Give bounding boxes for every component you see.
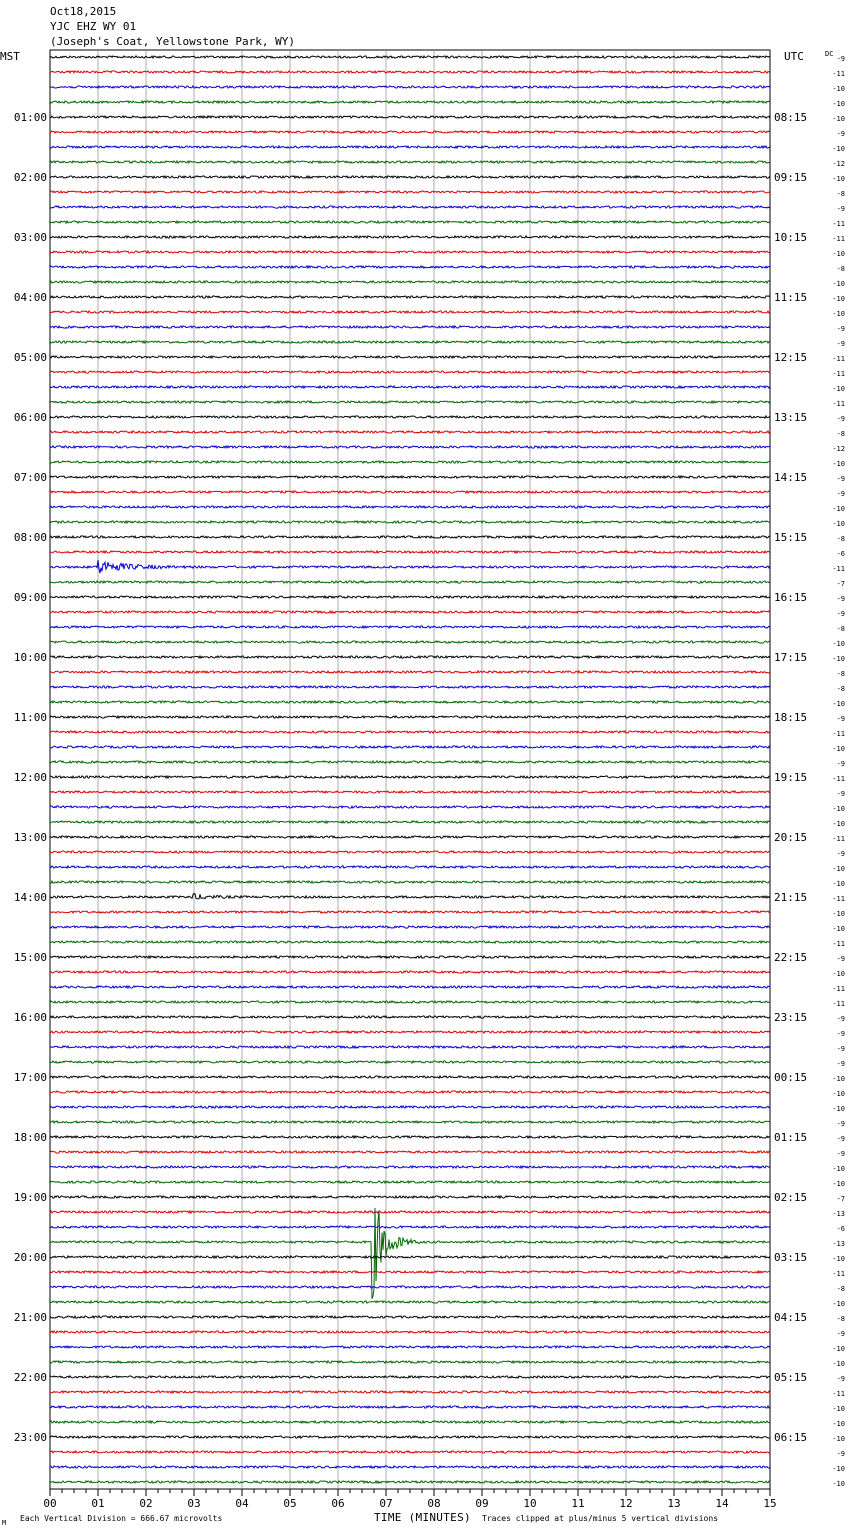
- dc-offset-label: -11: [832, 565, 845, 573]
- seismic-trace: [50, 1331, 770, 1333]
- dc-offset-label: -10: [832, 1180, 845, 1188]
- dc-offset-label: -9: [836, 955, 845, 963]
- dc-offset-label: -10: [832, 640, 845, 648]
- dc-offset-label: -10: [832, 1480, 845, 1488]
- dc-offset-label: -10: [832, 1420, 845, 1428]
- dc-offset-label: -10: [832, 175, 845, 183]
- seismic-trace: [50, 1076, 770, 1078]
- dc-offset-label: -10: [832, 145, 845, 153]
- dc-offset-label: -10: [832, 745, 845, 753]
- seismic-trace: [50, 941, 770, 943]
- dc-offset-label: -8: [836, 1315, 845, 1323]
- station-title: YJC EHZ WY 01: [50, 20, 137, 33]
- left-hour-label: 04:00: [13, 291, 47, 304]
- right-hour-label: 15:15: [774, 531, 808, 544]
- seismic-trace: [50, 86, 770, 88]
- seismic-trace: [50, 1376, 770, 1378]
- x-tick-label: 05: [283, 1497, 297, 1510]
- seismic-trace: [50, 1106, 770, 1108]
- right-hour-label: 23:15: [774, 1011, 808, 1024]
- seismic-trace: [50, 266, 770, 268]
- dc-offset-label: -9: [836, 1135, 845, 1143]
- dc-offset-label: -10: [832, 100, 845, 108]
- left-hour-label: 16:00: [13, 1011, 47, 1024]
- dc-offset-label: -10: [832, 1345, 845, 1353]
- seismic-trace: [50, 1271, 770, 1273]
- dc-offset-label: -10: [832, 115, 845, 123]
- dc-offset-label: -10: [832, 1405, 845, 1413]
- dc-offset-label: -9: [836, 790, 845, 798]
- right-hour-label: 09:15: [774, 171, 808, 184]
- seismic-trace: [50, 1136, 770, 1138]
- seismic-trace: [50, 926, 770, 928]
- right-hour-label: 19:15: [774, 771, 808, 784]
- dc-offset-label: -9: [836, 1330, 845, 1338]
- date-title: Oct18,2015: [50, 5, 117, 18]
- seismic-trace: [50, 431, 770, 433]
- dc-offset-label: -10: [832, 280, 845, 288]
- dc-offset-label: -8: [836, 685, 845, 693]
- dc-offset-label: -11: [832, 400, 845, 408]
- dc-offset-label: -11: [832, 775, 845, 783]
- seismic-trace: [50, 971, 770, 973]
- left-hour-label: 22:00: [13, 1371, 47, 1384]
- left-hour-label: 18:00: [13, 1131, 47, 1144]
- seismic-trace: [50, 716, 770, 718]
- seismic-trace: [50, 101, 770, 103]
- left-timezone-label: MST: [0, 50, 20, 63]
- dc-offset-label: -8: [836, 535, 845, 543]
- seismic-traces: [50, 56, 770, 1483]
- seismic-trace: [50, 371, 770, 373]
- x-tick-label: 10: [523, 1497, 537, 1510]
- x-tick-label: 13: [667, 1497, 681, 1510]
- dc-offset-label: -11: [832, 940, 845, 948]
- seismic-trace: [50, 1061, 770, 1063]
- dc-offset-label: -10: [832, 1075, 845, 1083]
- right-hour-label: 11:15: [774, 291, 808, 304]
- dc-offset-label: -10: [832, 880, 845, 888]
- x-tick-label: 11: [571, 1497, 585, 1510]
- dc-offset-label: -11: [832, 730, 845, 738]
- seismic-trace: [50, 1226, 770, 1228]
- right-hour-label: 20:15: [774, 831, 808, 844]
- seismic-trace: [50, 1466, 770, 1468]
- dc-offset-label: -11: [832, 1000, 845, 1008]
- dc-offset-label: -10: [832, 310, 845, 318]
- seismic-trace: [50, 476, 770, 478]
- seismic-trace: [50, 221, 770, 223]
- seismic-trace: [50, 1091, 770, 1093]
- right-hour-label: 04:15: [774, 1311, 808, 1324]
- dc-offset-label: -10: [832, 505, 845, 513]
- right-hour-label: 02:15: [774, 1191, 808, 1204]
- left-hour-label: 08:00: [13, 531, 47, 544]
- dc-offset-label: -10: [832, 1090, 845, 1098]
- dc-offset-label: -8: [836, 1285, 845, 1293]
- seismic-trace: [50, 701, 770, 703]
- seismic-trace: [50, 806, 770, 808]
- corner-mark: M: [2, 1519, 7, 1527]
- dc-offset-label: -11: [832, 1270, 845, 1278]
- scale-note: Each Vertical Division = 666.67 microvolts: [20, 1514, 223, 1523]
- dc-offset-label: -12: [832, 160, 845, 168]
- seismic-trace: [50, 791, 770, 793]
- seismic-trace: [50, 1316, 770, 1318]
- seismic-trace: [50, 881, 770, 883]
- dc-offset-label: -9: [836, 1120, 845, 1128]
- x-tick-label: 06: [331, 1497, 345, 1510]
- left-hour-label: 14:00: [13, 891, 47, 904]
- seismic-trace: [50, 776, 770, 778]
- seismic-trace: [50, 1421, 770, 1423]
- left-hour-label: 03:00: [13, 231, 47, 244]
- seismic-trace: [50, 131, 770, 133]
- dc-offset-label: -13: [832, 1240, 845, 1248]
- right-hour-label: 18:15: [774, 711, 808, 724]
- dc-offset-label: -10: [832, 700, 845, 708]
- dc-offset-label: -11: [832, 370, 845, 378]
- seismic-trace: [50, 536, 770, 538]
- seismic-trace: [50, 356, 770, 358]
- dc-offset-label: -11: [832, 835, 845, 843]
- right-hour-label: 13:15: [774, 411, 808, 424]
- dc-offset-label: -9: [836, 130, 845, 138]
- dc-offset-label: -10: [832, 655, 845, 663]
- seismic-trace: [50, 71, 770, 73]
- seismic-trace: [50, 894, 770, 899]
- dc-offset-label: -8: [836, 265, 845, 273]
- x-tick-label: 12: [619, 1497, 633, 1510]
- seismic-trace: [50, 866, 770, 868]
- left-hour-label: 20:00: [13, 1251, 47, 1264]
- right-hour-label: 22:15: [774, 951, 808, 964]
- dc-offset-label: -10: [832, 1360, 845, 1368]
- seismic-trace: [50, 176, 770, 178]
- left-hour-label: 15:00: [13, 951, 47, 964]
- x-tick-label: 00: [43, 1497, 57, 1510]
- x-tick-label: 09: [475, 1497, 489, 1510]
- dc-offset-label: -10: [832, 460, 845, 468]
- dc-offset-label: -9: [836, 325, 845, 333]
- dc-offset-label: -10: [832, 85, 845, 93]
- dc-offset-label: -7: [836, 1195, 845, 1203]
- seismic-trace: [50, 1361, 770, 1363]
- left-hour-label: 23:00: [13, 1431, 47, 1444]
- right-timezone-label: UTC: [784, 50, 804, 63]
- dc-offset-label: -8: [836, 190, 845, 198]
- dc-offset-label: -10: [832, 1105, 845, 1113]
- dc-offset-label: -9: [836, 850, 845, 858]
- seismic-trace: [50, 341, 770, 343]
- dc-offset-heading: DC: [825, 50, 834, 58]
- seismic-trace: [50, 581, 770, 583]
- dc-offset-label: -10: [832, 805, 845, 813]
- seismic-trace: [50, 326, 770, 328]
- seismic-trace: [50, 116, 770, 118]
- seismic-trace: [50, 1481, 770, 1483]
- dc-offset-label: -9: [836, 475, 845, 483]
- left-hour-label: 13:00: [13, 831, 47, 844]
- seismic-trace: [50, 956, 770, 958]
- x-tick-label: 15: [763, 1497, 777, 1510]
- dc-offset-label: -10: [832, 1165, 845, 1173]
- right-hour-label: 21:15: [774, 891, 808, 904]
- dc-offset-label: -11: [832, 355, 845, 363]
- seismic-trace: [50, 1046, 770, 1048]
- dc-offset-label: -10: [832, 1465, 845, 1473]
- seismic-trace: [50, 671, 770, 673]
- dc-offset-label: -11: [832, 220, 845, 228]
- seismic-trace: [50, 746, 770, 748]
- seismic-trace: [50, 311, 770, 313]
- dc-offset-label: -11: [832, 70, 845, 78]
- left-hour-label: 12:00: [13, 771, 47, 784]
- left-hour-label: 06:00: [13, 411, 47, 424]
- seismic-trace: [50, 1016, 770, 1018]
- seismic-trace: [50, 986, 770, 988]
- dc-offset-label: -10: [832, 1300, 845, 1308]
- left-hour-label: 02:00: [13, 171, 47, 184]
- left-hour-label: 11:00: [13, 711, 47, 724]
- seismic-trace: [50, 296, 770, 298]
- x-tick-label: 04: [235, 1497, 249, 1510]
- dc-offset-label: -9: [836, 760, 845, 768]
- dc-offset-label: -9: [836, 1045, 845, 1053]
- left-hour-label: 19:00: [13, 1191, 47, 1204]
- right-hour-label: 17:15: [774, 651, 808, 664]
- dc-offset-label: -9: [836, 1030, 845, 1038]
- seismic-trace: [50, 656, 770, 658]
- dc-offset-label: -9: [836, 205, 845, 213]
- seismic-trace: [50, 560, 770, 573]
- dc-offset-label: -12: [832, 445, 845, 453]
- x-tick-label: 02: [139, 1497, 153, 1510]
- dc-offset-label: -9: [836, 340, 845, 348]
- seismic-trace: [50, 821, 770, 823]
- dc-offset-label: -11: [832, 235, 845, 243]
- dc-offset-label: -8: [836, 670, 845, 678]
- location-title: (Joseph's Coat, Yellowstone Park, WY): [50, 35, 296, 48]
- axis-labels: [14, 55, 845, 1510]
- seismic-trace: [50, 506, 770, 508]
- dc-offset-label: -10: [832, 295, 845, 303]
- x-axis-label: TIME (MINUTES): [374, 1511, 471, 1524]
- seismic-trace: [50, 1151, 770, 1153]
- seismic-trace: [50, 56, 770, 58]
- seismic-trace: [50, 1181, 770, 1183]
- seismic-trace: [50, 236, 770, 238]
- dc-offset-label: -10: [832, 910, 845, 918]
- seismic-trace: [50, 461, 770, 463]
- dc-offset-label: -8: [836, 430, 845, 438]
- dc-offset-label: -10: [832, 520, 845, 528]
- right-hour-label: 10:15: [774, 231, 808, 244]
- dc-offset-label: -9: [836, 1375, 845, 1383]
- dc-offset-label: -10: [832, 1255, 845, 1263]
- seismic-trace: [50, 551, 770, 553]
- dc-offset-label: -9: [836, 1015, 845, 1023]
- seismic-trace: [50, 1166, 770, 1168]
- right-hour-label: 12:15: [774, 351, 808, 364]
- dc-offset-label: -11: [832, 895, 845, 903]
- dc-offset-label: -8: [836, 625, 845, 633]
- seismic-trace: [50, 911, 770, 913]
- left-hour-label: 17:00: [13, 1071, 47, 1084]
- left-hour-label: 07:00: [13, 471, 47, 484]
- right-hour-label: 16:15: [774, 591, 808, 604]
- seismic-trace: [50, 1301, 770, 1303]
- seismic-trace: [50, 611, 770, 613]
- dc-offset-label: -11: [832, 1390, 845, 1398]
- dc-offset-label: -9: [836, 490, 845, 498]
- seismic-trace: [50, 626, 770, 628]
- dc-offset-label: -10: [832, 385, 845, 393]
- seismic-trace: [50, 146, 770, 148]
- seismic-trace: [50, 161, 770, 163]
- dc-offset-label: -6: [836, 1225, 845, 1233]
- left-hour-label: 05:00: [13, 351, 47, 364]
- seismic-trace: [50, 416, 770, 418]
- dc-offset-label: -10: [832, 250, 845, 258]
- seismic-trace: [50, 1406, 770, 1408]
- dc-offset-label: -9: [836, 610, 845, 618]
- seismic-trace: [50, 686, 770, 688]
- seismic-trace: [50, 851, 770, 853]
- seismic-trace: [50, 281, 770, 283]
- seismic-trace: [50, 761, 770, 763]
- right-hour-label: 06:15: [774, 1431, 808, 1444]
- left-hour-label: 09:00: [13, 591, 47, 604]
- seismic-trace: [50, 191, 770, 193]
- dc-offset-label: -10: [832, 820, 845, 828]
- right-hour-label: 05:15: [774, 1371, 808, 1384]
- seismic-trace: [50, 446, 770, 448]
- dc-offset-label: -10: [832, 925, 845, 933]
- dc-offset-label: -9: [836, 55, 845, 63]
- dc-offset-label: -10: [832, 865, 845, 873]
- seismic-trace: [50, 1121, 770, 1123]
- right-hour-label: 03:15: [774, 1251, 808, 1264]
- seismic-trace: [50, 1391, 770, 1393]
- seismic-trace: [50, 1451, 770, 1453]
- dc-offset-label: -10: [832, 1435, 845, 1443]
- dc-offset-label: -11: [832, 985, 845, 993]
- seismic-trace: [50, 1208, 770, 1299]
- dc-offset-label: -7: [836, 580, 845, 588]
- seismic-trace: [50, 836, 770, 838]
- dc-offset-label: -6: [836, 550, 845, 558]
- dc-offset-label: -9: [836, 1150, 845, 1158]
- x-tick-label: 14: [715, 1497, 729, 1510]
- clip-note: Traces clipped at plus/minus 5 vertical divisions: [482, 1514, 719, 1523]
- left-hour-label: 10:00: [13, 651, 47, 664]
- seismic-trace: [50, 596, 770, 598]
- seismic-trace: [50, 206, 770, 208]
- seismic-trace: [50, 731, 770, 733]
- dc-offset-label: -13: [832, 1210, 845, 1218]
- x-tick-label: 07: [379, 1497, 393, 1510]
- dc-offset-label: -10: [832, 970, 845, 978]
- right-hour-label: 08:15: [774, 111, 808, 124]
- seismic-trace: [50, 1001, 770, 1003]
- x-tick-label: 08: [427, 1497, 441, 1510]
- seismic-trace: [50, 251, 770, 253]
- right-hour-label: 14:15: [774, 471, 808, 484]
- seismic-trace: [50, 1211, 770, 1213]
- x-tick-label: 01: [91, 1497, 105, 1510]
- right-hour-label: 01:15: [774, 1131, 808, 1144]
- seismic-trace: [50, 386, 770, 388]
- seismic-trace: [50, 1346, 770, 1348]
- dc-offset-label: -9: [836, 1450, 845, 1458]
- seismic-trace: [50, 1031, 770, 1033]
- seismic-trace: [50, 1256, 770, 1258]
- dc-offset-label: -9: [836, 1060, 845, 1068]
- seismic-trace: [50, 1286, 770, 1288]
- left-hour-label: 01:00: [13, 111, 47, 124]
- seismic-trace: [50, 1436, 770, 1438]
- dc-offset-label: -9: [836, 595, 845, 603]
- seismic-trace: [50, 491, 770, 493]
- seismic-trace: [50, 521, 770, 523]
- seismic-trace: [50, 1196, 770, 1198]
- dc-offset-label: -9: [836, 715, 845, 723]
- right-hour-label: 00:15: [774, 1071, 808, 1084]
- seismic-trace: [50, 641, 770, 643]
- left-hour-label: 21:00: [13, 1311, 47, 1324]
- seismic-trace: [50, 401, 770, 403]
- x-tick-label: 03: [187, 1497, 201, 1510]
- dc-offset-label: -9: [836, 415, 845, 423]
